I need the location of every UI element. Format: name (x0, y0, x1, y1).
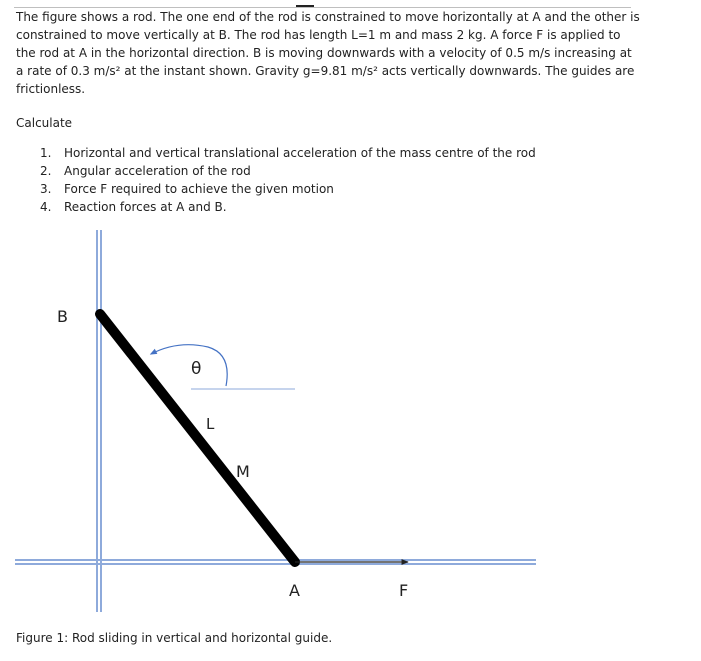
label-b: B (57, 307, 68, 326)
list-item: 1. Horizontal and vertical translational acceleration of the mass centre of the rod (40, 146, 536, 160)
figure-caption: Figure 1: Rod sliding in vertical and horizontal guide. (16, 631, 333, 645)
angle-arc-arrow (151, 345, 227, 386)
calculate-label: Calculate (16, 116, 73, 130)
problem-statement: The figure shows a rod. The one end of the rod is constrained to move horizontally at A and the other is constrained to move vertically at B. The rod has length L=1 m and mass 2 kg. A force F is applied to the rod at A in the horizontal direction. B is moving downwards with a velocity of 0.5 m/s increasing at a rate of 0.3 m/s² at the instant shown. Gravity g=9.81 m/s² acts vertically downwards. The guides are frictionless. (16, 10, 640, 96)
label-f: F (399, 581, 409, 600)
label-l: L (206, 415, 215, 433)
list-item: 2. Angular acceleration of the rod (40, 164, 251, 178)
label-m: M (236, 462, 250, 481)
rod (100, 314, 295, 562)
label-theta: θ (191, 359, 202, 379)
list-item: 4. Reaction forces at A and B. (40, 200, 227, 214)
list-item: 3. Force F required to achieve the given motion (40, 182, 334, 196)
label-a: A (289, 581, 300, 600)
